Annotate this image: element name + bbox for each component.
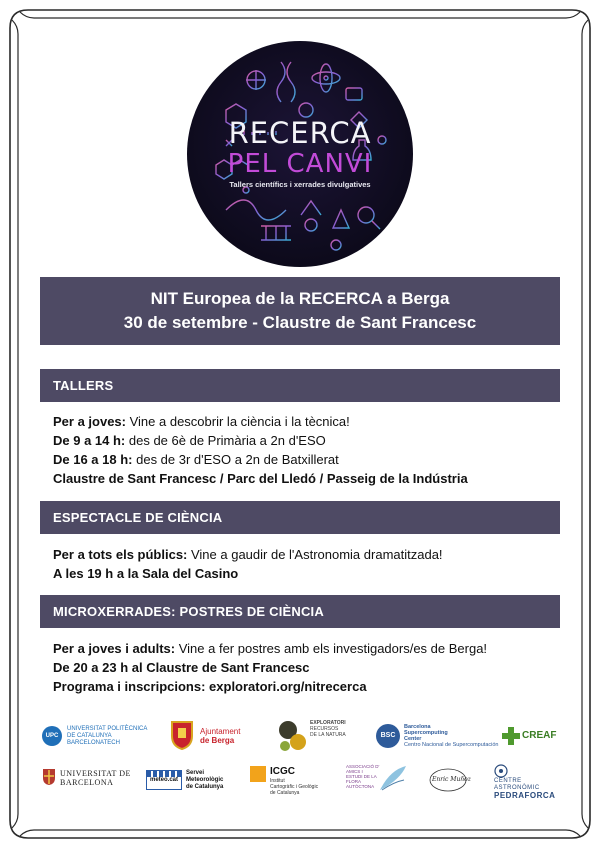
bsc-text <box>404 724 498 748</box>
text-line <box>53 564 553 583</box>
pedraforca-line: PEDRAFORCA <box>494 791 556 800</box>
logo-exploratori <box>276 718 346 759</box>
assoc-line: ASSOCIACIÓ D' <box>346 764 380 769</box>
text-bold: De 9 a 14 h: <box>53 433 126 448</box>
exploratori-icon <box>276 718 310 754</box>
text-bold: Claustre de Sant Francesc / Parc del Lledó / Passeig de la Indústria <box>53 471 468 486</box>
icgc-line: de Catalunya <box>270 790 300 796</box>
ub-shield-icon <box>42 768 56 786</box>
upc-line: DE CATALUNYA <box>67 733 112 739</box>
event-title: NIT Europea de la RECERCA a Berga <box>150 289 450 308</box>
section-header-tallers: TALLERS <box>40 369 560 402</box>
section-body-espectacle <box>53 545 553 583</box>
registration-line <box>53 677 553 696</box>
text-bold: De 20 a 23 h al Claustre de Sant Francesc <box>53 660 310 675</box>
text-regular: des de 3r d'ESO a 2n de Batxillerat <box>132 452 339 467</box>
upc-line: UNIVERSITAT POLITÈCNICA <box>67 726 148 732</box>
upc-badge-icon: UPC <box>42 726 62 746</box>
text-regular: Vine a fer postres amb els investigadors/es de Berga! <box>175 641 488 656</box>
bsc-line: Centro Nacional de Supercomputación <box>404 742 499 748</box>
meteo-badge-icon <box>146 770 182 790</box>
text-bold: De 16 a 18 h: <box>53 452 133 467</box>
assoc-line: FLORA <box>346 779 362 784</box>
text-bold: A les 19 h a la Sala del Casino <box>53 566 239 581</box>
assoc-line: ESTUDI DE LA <box>346 774 377 779</box>
bsc-line: Center <box>404 736 422 742</box>
creaf-leaf-icon <box>502 727 520 745</box>
text-bold: Per a joves: <box>53 414 126 429</box>
text-bold: Per a joves i adults: <box>53 641 176 656</box>
creaf-name: CREAF <box>522 730 557 741</box>
flora-plant-icon <box>378 764 408 792</box>
berga-shield-icon <box>170 720 194 750</box>
icgc-line: Cartogràfic i Geològic <box>270 784 319 790</box>
pedraforca-text <box>494 778 555 799</box>
text-line <box>53 545 553 564</box>
ub-text <box>60 769 131 787</box>
pedraforca-star-icon <box>494 764 508 778</box>
text-line <box>53 658 553 677</box>
section-header-microxerrades: MICROXERRADES: POSTRES DE CIÈNCIA <box>40 595 560 628</box>
logo-signature <box>428 766 471 801</box>
section-body-microxerrades <box>53 639 553 696</box>
logo-creaf <box>502 727 557 750</box>
logo-title-2: PEL CANVI <box>227 149 373 179</box>
icgc-square-icon <box>250 766 266 782</box>
pedraforca-line: CENTRE <box>494 778 522 784</box>
signature-text: Enric Muñoz <box>432 776 471 783</box>
text-regular: Vine a gaudir de l'Astronomia dramatitzada! <box>187 547 443 562</box>
upc-text <box>67 726 147 747</box>
logo-tagline: Tallers científics i xerrades divulgatives <box>229 180 371 189</box>
logo-title-1: RECERCA <box>228 116 372 150</box>
logo-centre-astronomic-pedraforca <box>494 764 556 800</box>
berga-text <box>200 727 240 745</box>
icgc-text <box>270 778 318 796</box>
bsc-badge-icon: BSC <box>376 724 400 748</box>
event-title-banner <box>40 277 560 345</box>
text-regular: Vine a descobrir la ciència i la tècnica! <box>126 414 350 429</box>
logo-universitat-barcelona <box>42 768 131 791</box>
text-regular: des de 6è de Primària a 2n d'ESO <box>125 433 326 448</box>
text-line <box>53 412 553 431</box>
logo-ajuntament-berga <box>170 720 241 755</box>
pedraforca-line: ASTRONÒMIC <box>494 785 540 791</box>
meteo-text <box>186 770 223 791</box>
event-logo <box>186 40 414 268</box>
upc-line: BARCELONATECH <box>67 740 120 746</box>
text-line <box>53 431 553 450</box>
meteo-line: de Catalunya <box>186 784 224 790</box>
text-bold: Per a tots els públics: <box>53 547 188 562</box>
icgc-name: ICGC <box>270 766 295 777</box>
exploratori-line: DE LA NATURA <box>310 732 346 738</box>
berga-line: Ajuntament <box>200 727 241 736</box>
ub-line: UNIVERSITAT DE <box>60 769 131 778</box>
section-header-espectacle: ESPECTACLE DE CIÈNCIA <box>40 501 560 534</box>
text-line <box>53 450 553 469</box>
bsc-line: Barcelona <box>404 724 431 730</box>
event-date-location: 30 de setembre - Claustre de Sant Francesc <box>123 313 477 332</box>
icgc-line: Institut <box>270 778 285 784</box>
exploratori-text <box>310 720 346 738</box>
berga-line: de Berga <box>200 736 235 745</box>
meteo-line: Servei <box>186 770 205 776</box>
exploratori-line: EXPLORATORI <box>310 720 346 726</box>
text-line <box>53 639 553 658</box>
registration-text: Programa i inscripcions: exploratori.org/nitrecerca <box>53 679 367 694</box>
ub-line: BARCELONA <box>60 778 114 787</box>
exploratori-line: RECURSOS <box>310 726 339 732</box>
assoc-line: AUTÒCTONA <box>346 784 375 789</box>
meteo-line: Meteorològic <box>186 777 224 783</box>
section-body-tallers <box>53 412 553 488</box>
assoc-line: AMICS I <box>346 769 363 774</box>
meteo-badge-label: meteo.cat <box>149 777 178 783</box>
assoc-text <box>346 764 379 789</box>
bsc-line: Supercomputing <box>404 730 448 736</box>
text-line <box>53 469 553 488</box>
